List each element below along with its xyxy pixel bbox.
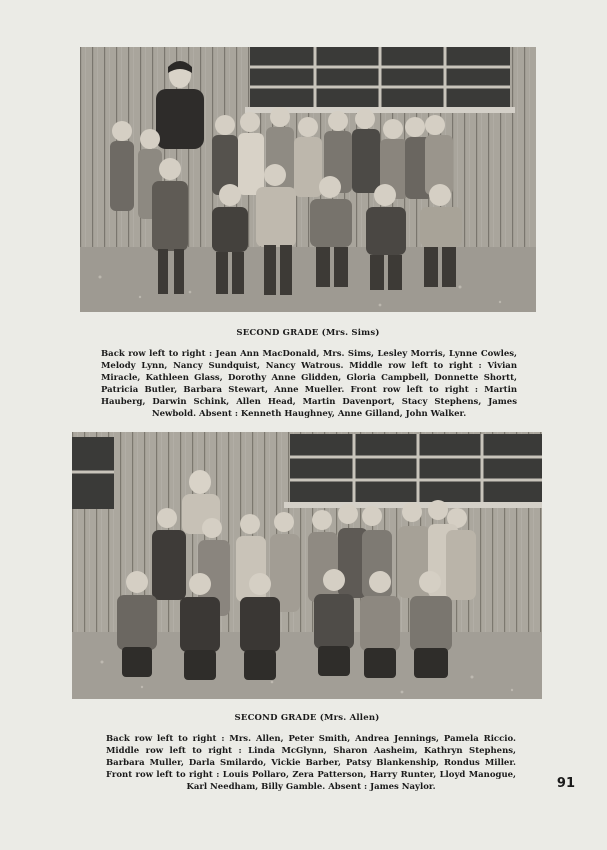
caption-body-sims: Back row left to right : Jean Ann MacDonald, Mrs. Sims, Lesley Morris, Lynne Cowles, Melody Lynn, Nancy Sundquist, Nancy Watrous. Middle row left to right : Vivian Miracle, Kathleen Glass, Dorothy Anne Glidden, Gloria Campbell, Donnette Shortt, Patricia Butler, Barbara Stewart, Anne Mueller. Front row left to right : Martin Hauberg, Darwin Schink, Allen Head, Martin Davenport, Stacy Stephens, James Newbold. Absent : Kenneth Haughney, Anne Gilland, John Walker. bbox=[101, 349, 517, 419]
caption-title-allen: SECOND GRADE (Mrs. Allen) bbox=[234, 713, 380, 723]
caption-title-sims: SECOND GRADE (Mrs. Sims) bbox=[236, 328, 380, 338]
class-photo-mrs-sims bbox=[80, 47, 536, 312]
page-number: 91 bbox=[556, 776, 575, 791]
class-photo-mrs-allen bbox=[72, 432, 542, 699]
caption-body-allen: Back row left to right : Mrs. Allen, Peter Smith, Andrea Jennings, Pamela Riccio. Middle row left to right : Linda McGlynn, Sharon Aasheim, Kathryn Stephens, Barbara Muller, Darla Smilardo, Vickie Barber, Patsy Blankenship, Rondus Miller. Front row left to right : Louis Pollaro, Zera Patterson, Harry Runter, Lloyd Manogue, Karl Needham, Billy Gamble. Absent : James Naylor. bbox=[106, 734, 516, 792]
